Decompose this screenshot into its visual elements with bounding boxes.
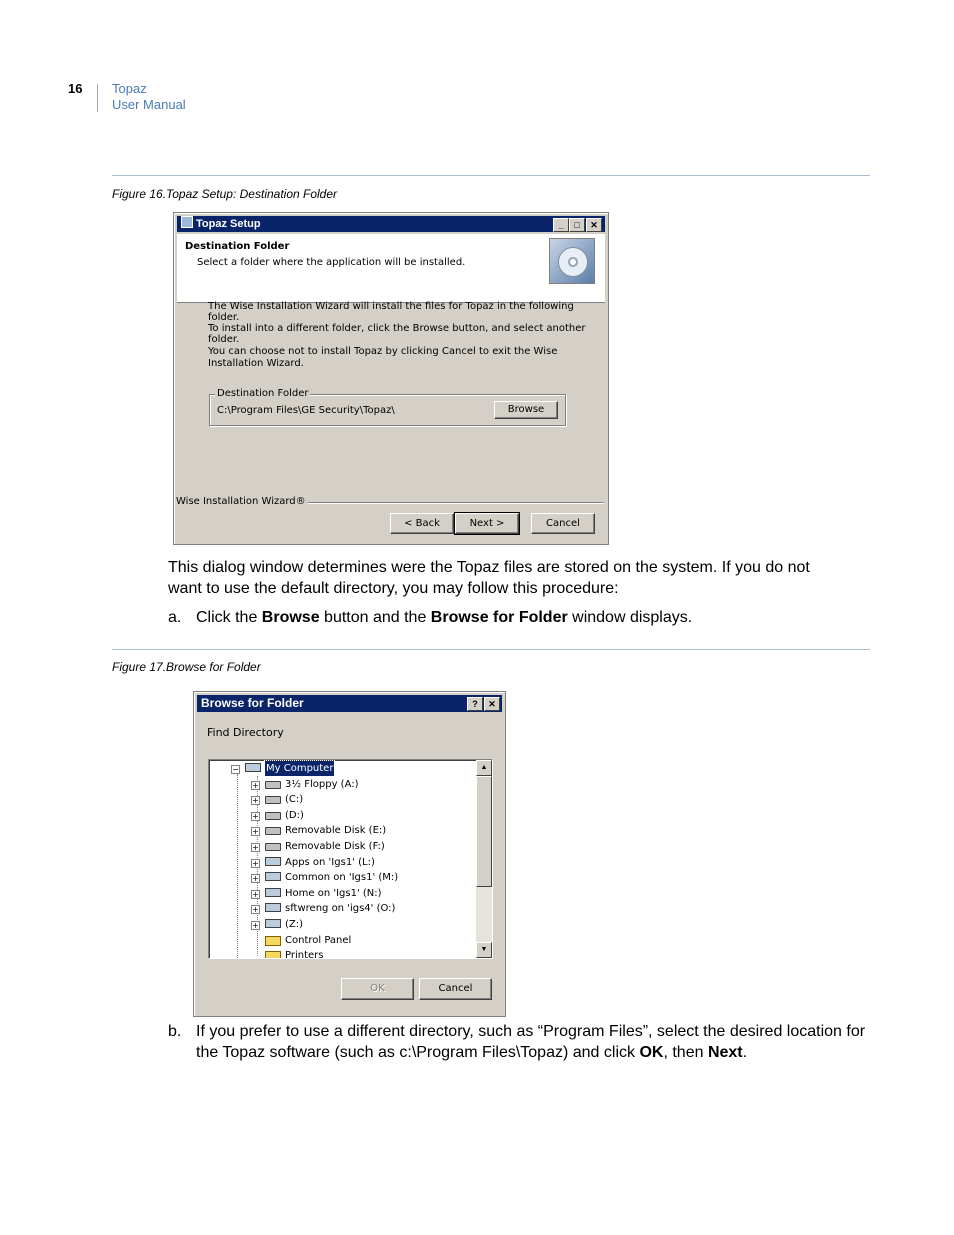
net-icon bbox=[265, 872, 281, 881]
browse-titlebar bbox=[197, 695, 502, 712]
close-icon[interactable]: ✕ bbox=[586, 218, 602, 232]
step-a-part: Click the bbox=[196, 609, 262, 626]
setup-app-icon bbox=[181, 216, 193, 228]
drive-icon bbox=[265, 781, 281, 789]
tree-item-label: Apps on 'Igs1' (L:) bbox=[285, 856, 375, 868]
tree-item-label: 3½ Floppy (A:) bbox=[285, 778, 359, 790]
cancel-button[interactable]: Cancel bbox=[419, 978, 492, 1000]
cd-disc-icon bbox=[549, 238, 595, 284]
tree-line bbox=[237, 774, 238, 958]
destination-folder-group bbox=[209, 388, 566, 426]
figure17-rule bbox=[112, 649, 870, 650]
expand-icon[interactable]: + bbox=[252, 905, 259, 915]
tree-item-label: sftwreng on 'igs4' (O:) bbox=[285, 903, 396, 915]
setup-heading: Destination Folder bbox=[185, 241, 290, 252]
setup-paragraph-1: The Wise Installation Wizard will install the files for Topaz in the following folder. bbox=[208, 301, 574, 323]
step-b-marker: b. bbox=[168, 1023, 182, 1040]
scroll-down-icon[interactable]: ▼ bbox=[476, 942, 492, 958]
drive-icon bbox=[265, 812, 281, 820]
tree-item-label: My Computer bbox=[266, 763, 334, 774]
step-a-marker: a. bbox=[168, 609, 182, 626]
step-b-text bbox=[196, 1021, 886, 1063]
tree-item-label: Removable Disk (F:) bbox=[285, 841, 385, 852]
tree-item-label: Printers bbox=[285, 950, 324, 959]
tree-item-label: (D:) bbox=[285, 809, 304, 821]
step-a-text bbox=[196, 607, 866, 628]
tree-item-label: Removable Disk (E:) bbox=[285, 825, 387, 837]
drive-icon bbox=[265, 827, 281, 835]
tree-item-label: Control Panel bbox=[285, 934, 352, 946]
drive-icon bbox=[265, 796, 281, 804]
page-number: 16 bbox=[68, 81, 83, 96]
expand-icon[interactable]: + bbox=[252, 921, 259, 930]
net-icon bbox=[265, 857, 281, 866]
setup-paragraph-2: To install into a different folder, click the Browse button, and select another folder. bbox=[208, 323, 586, 345]
tree-item-label: Home on 'Igs1' (N:) bbox=[285, 887, 382, 899]
expand-icon[interactable]: + bbox=[252, 858, 259, 868]
setup-paragraph-3: You can choose not to install Topaz by clicking Cancel to exit the Wise Installation Wizard. bbox=[208, 346, 558, 369]
browse-for-folder-window bbox=[193, 691, 506, 1017]
drive-icon bbox=[265, 843, 281, 851]
help-icon[interactable]: ? bbox=[467, 697, 483, 711]
figure17-caption: Figure 17.Browse for Folder bbox=[112, 660, 261, 674]
intro-paragraph: This dialog window determines were the Topaz files are stored on the system. If you do not want to use the default directory, you may follow this procedure: bbox=[168, 559, 810, 597]
find-directory-label: Find Directory bbox=[207, 726, 284, 739]
figure16-caption: Figure 16.Topaz Setup: Destination Folder bbox=[112, 187, 338, 201]
back-button[interactable]: < Back bbox=[390, 513, 454, 534]
topaz-setup-window bbox=[173, 212, 609, 545]
ok-button[interactable]: OK bbox=[341, 978, 414, 1000]
browse-button[interactable]: Browse bbox=[494, 401, 558, 419]
wizard-footer-label: Wise Installation Wizard® bbox=[176, 496, 306, 507]
folder-icon bbox=[265, 936, 281, 946]
setup-window-title: Topaz Setup bbox=[196, 218, 261, 230]
tree-item-label: Common on 'Igs1' (M:) bbox=[285, 872, 399, 884]
tree-item-label: (C:) bbox=[285, 794, 304, 806]
expand-icon[interactable]: + bbox=[252, 796, 259, 806]
step-a-part: button and the bbox=[319, 609, 431, 626]
step-a-bold-browse: Browse bbox=[261, 609, 320, 626]
header-subtitle: User Manual bbox=[112, 97, 186, 112]
expand-icon[interactable]: + bbox=[252, 843, 259, 852]
step-b-bold-ok: OK bbox=[639, 1044, 664, 1061]
minimize-icon[interactable]: _ bbox=[553, 218, 569, 232]
destination-path: C:\Program Files\GE Security\Topaz\ bbox=[217, 405, 395, 416]
next-button[interactable]: Next > bbox=[455, 513, 519, 534]
step-b-bold-next: Next bbox=[707, 1044, 743, 1061]
maximize-icon[interactable]: □ bbox=[569, 218, 585, 232]
expand-icon[interactable]: + bbox=[252, 780, 259, 790]
step-a-part: window displays. bbox=[567, 609, 693, 626]
tree-scrollbar[interactable] bbox=[476, 760, 492, 958]
header-product: Topaz bbox=[112, 81, 147, 96]
folder-icon bbox=[265, 951, 281, 959]
cancel-button[interactable]: Cancel bbox=[531, 513, 595, 534]
tree-item-label: (Z:) bbox=[285, 919, 304, 930]
header-divider bbox=[97, 84, 98, 112]
folder-tree[interactable] bbox=[208, 759, 493, 959]
group-label: Destination Folder bbox=[217, 388, 309, 399]
net-icon bbox=[265, 919, 281, 928]
expand-icon[interactable]: + bbox=[252, 889, 259, 899]
scroll-thumb[interactable] bbox=[476, 776, 492, 887]
collapse-icon[interactable]: − bbox=[232, 765, 239, 774]
net-icon bbox=[265, 903, 281, 912]
expand-icon[interactable]: + bbox=[252, 811, 259, 821]
computer-icon bbox=[245, 763, 261, 772]
setup-subheading: Select a folder where the application will be installed. bbox=[197, 257, 466, 268]
figure16-rule bbox=[112, 175, 870, 176]
setup-titlebar bbox=[177, 216, 605, 232]
running-header bbox=[112, 81, 186, 113]
step-b-part: . bbox=[742, 1044, 748, 1061]
expand-icon[interactable]: + bbox=[252, 827, 259, 837]
step-a-bold-window: Browse for Folder bbox=[430, 609, 568, 626]
net-icon bbox=[265, 888, 281, 897]
scroll-up-icon[interactable]: ▲ bbox=[476, 760, 492, 776]
step-b-part: If you prefer to use a different directory, such as “Program Files”, select the desired location for the Topaz software (such as c:\Program Files\Topaz) and click bbox=[196, 1023, 866, 1061]
close-icon[interactable]: ✕ bbox=[484, 697, 500, 711]
step-b-part: , then bbox=[663, 1044, 708, 1061]
browse-window-title: Browse for Folder bbox=[201, 696, 304, 710]
expand-icon[interactable]: + bbox=[252, 874, 259, 884]
setup-header-panel bbox=[177, 234, 605, 303]
